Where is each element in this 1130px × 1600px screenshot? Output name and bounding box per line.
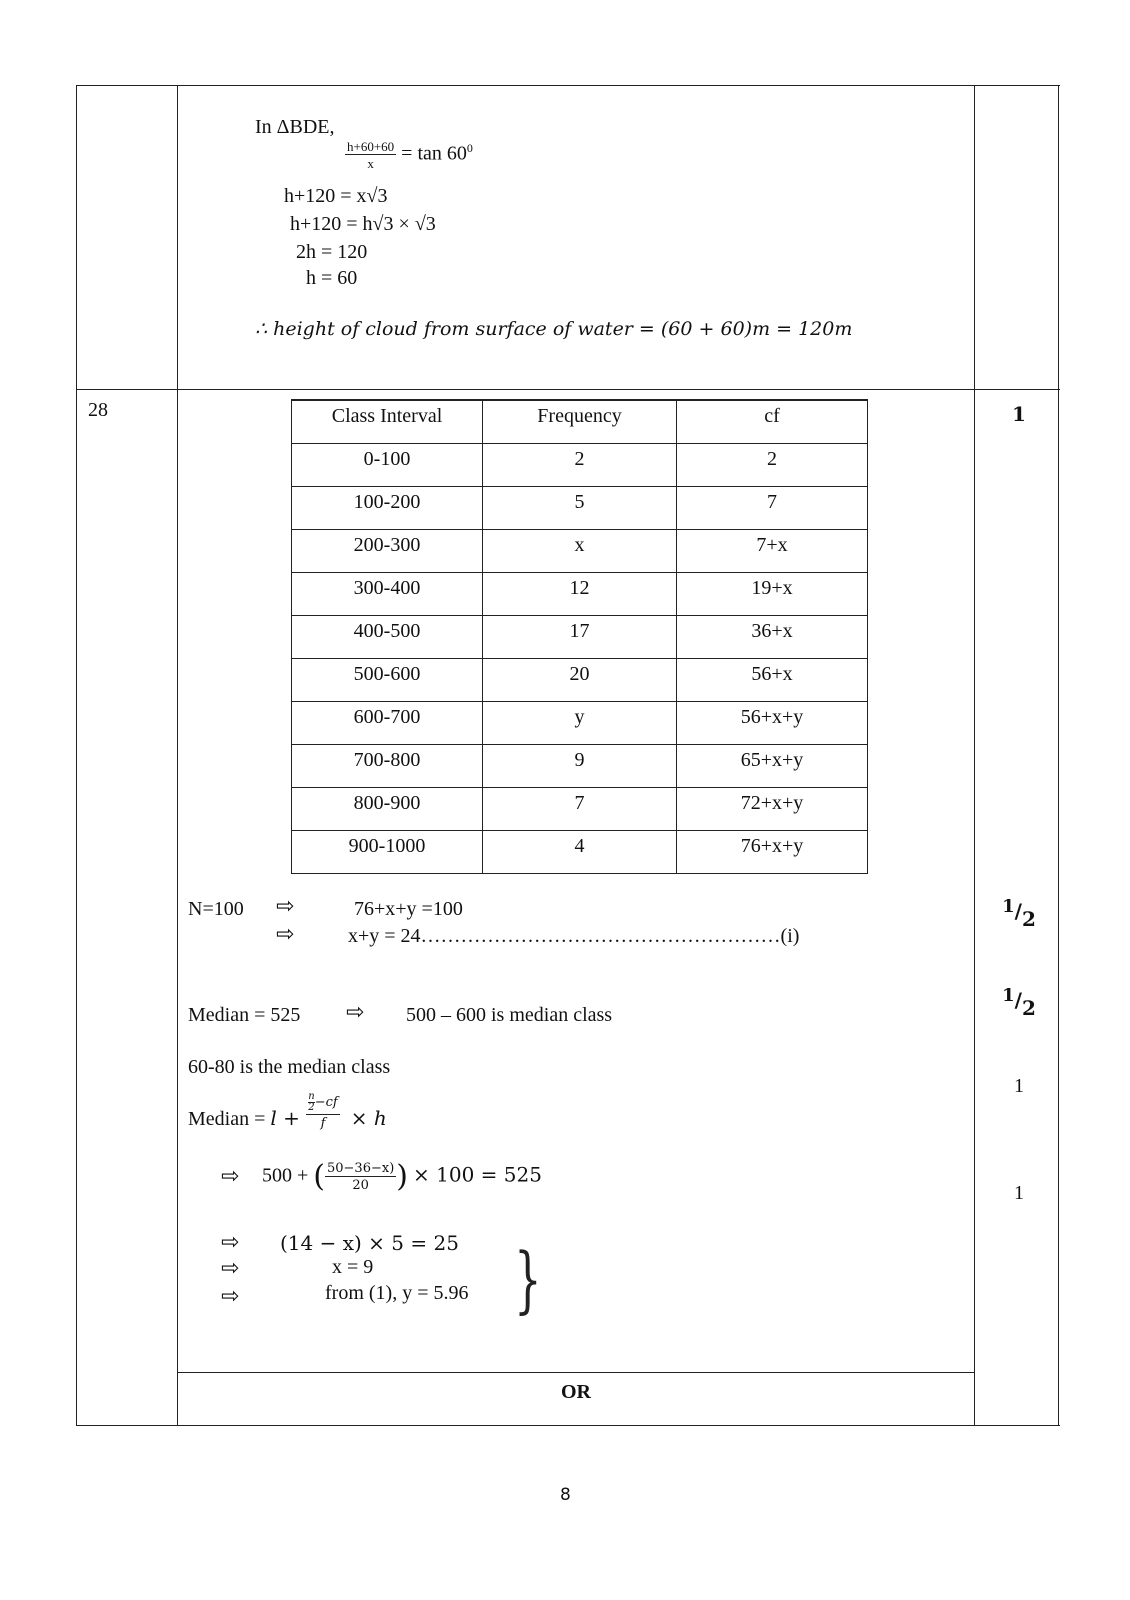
cf-cell: 72+x+y	[677, 788, 868, 831]
final-step-2: x = 9	[332, 1256, 374, 1278]
final-step-1: (14 − x) × 5 = 25	[280, 1231, 459, 1255]
mark-formula: 1	[1014, 1075, 1024, 1097]
median-given: Median = 525	[188, 1004, 301, 1026]
tan-fraction	[345, 140, 396, 170]
frequency-table	[291, 399, 868, 874]
table-row	[292, 487, 868, 530]
triangle-label	[255, 117, 335, 137]
formula-num-rest: −cf	[314, 1095, 338, 1111]
frequency-cell: 7	[483, 788, 677, 831]
tan-fraction-numerator: h+60+60	[347, 139, 395, 154]
frequency-cell: 5	[483, 487, 677, 530]
mark-n: $^1/_2$	[1002, 896, 1036, 931]
implies-arrow-icon: ⇨	[221, 1164, 240, 1189]
table-right-border	[1058, 85, 1059, 1426]
cf-cell: 56+x+y	[677, 702, 868, 745]
class-interval-cell: 900-1000	[292, 831, 483, 874]
table-row	[292, 530, 868, 573]
frequency-cell: x	[483, 530, 677, 573]
substitution-line	[262, 1159, 542, 1194]
step-2: h+120 = h√3 × √3	[290, 213, 436, 235]
cf-cell: 19+x	[677, 573, 868, 616]
median-class-note: 60-80 is the median class	[188, 1056, 391, 1078]
class-interval-cell: 200-300	[292, 530, 483, 573]
n-symbol: n	[308, 1091, 315, 1103]
row-divider	[76, 389, 1060, 390]
or-label: OR	[561, 1381, 591, 1403]
frequency-cell: 9	[483, 745, 677, 788]
n-equation-1: 76+x+y =100	[354, 898, 463, 920]
page-number: 8	[560, 1485, 571, 1505]
tan-fraction-denominator: x	[367, 156, 374, 171]
formula-lhs: Median =	[188, 1108, 271, 1130]
formula-denominator: f	[320, 1116, 326, 1132]
implies-arrow-icon: ⇨	[221, 1230, 240, 1255]
cf-cell: 65+x+y	[677, 745, 868, 788]
substitution-pre: 500 +	[262, 1164, 314, 1187]
header-cf: cf	[677, 400, 868, 444]
class-interval-cell: 700-800	[292, 745, 483, 788]
question-number: 28	[88, 399, 108, 421]
frequency-cell: 4	[483, 831, 677, 874]
implies-arrow-icon: ⇨	[276, 922, 295, 947]
substitution-numerator: 50−36−x)	[327, 1161, 395, 1176]
median-formula	[188, 1091, 387, 1132]
table-row	[292, 659, 868, 702]
table-bottom-border	[76, 1425, 1060, 1426]
height-conclusion: ∴ height of cloud from surface of water = (60 + 60)m = 120m	[255, 318, 853, 340]
table-row	[292, 788, 868, 831]
n-label: N=100	[188, 898, 244, 920]
paren-open: (	[313, 1159, 325, 1194]
class-interval-cell: 100-200	[292, 487, 483, 530]
paren-close: )	[396, 1159, 408, 1194]
implies-arrow-icon: ⇨	[221, 1256, 240, 1281]
class-interval-cell: 600-700	[292, 702, 483, 745]
mark-substitution: 1	[1014, 1182, 1024, 1204]
final-step-3: from (1), y = 5.96	[325, 1282, 469, 1304]
substitution-fraction	[325, 1162, 396, 1192]
column-divider-1	[177, 85, 178, 1426]
table-left-border	[76, 85, 77, 1426]
two-symbol: 2	[308, 1102, 315, 1114]
implies-arrow-icon: ⇨	[221, 1284, 240, 1309]
table-row	[292, 616, 868, 659]
mark-table: 1	[1012, 402, 1026, 426]
mark-median-class: $^1/_2$	[1002, 985, 1036, 1020]
implies-arrow-icon: ⇨	[346, 1000, 365, 1025]
class-interval-cell: 800-900	[292, 788, 483, 831]
formula-tail: × h	[350, 1106, 387, 1130]
frequency-cell: 2	[483, 444, 677, 487]
triangle-label-text: In ΔBDE,	[255, 116, 335, 138]
frequency-cell: 17	[483, 616, 677, 659]
median-class-statement: 500 – 600 is median class	[406, 1004, 613, 1026]
cf-cell: 76+x+y	[677, 831, 868, 874]
formula-fraction	[306, 1092, 339, 1130]
cf-cell: 2	[677, 444, 868, 487]
tan-equation	[345, 140, 473, 170]
cf-cell: 7+x	[677, 530, 868, 573]
class-interval-cell: 500-600	[292, 659, 483, 702]
frequency-cell: 12	[483, 573, 677, 616]
degree-sup: 0	[466, 140, 473, 155]
frequency-cell: y	[483, 702, 677, 745]
substitution-denominator: 20	[352, 1178, 369, 1193]
table-row	[292, 444, 868, 487]
or-divider	[177, 1372, 974, 1373]
table-top-border	[76, 85, 1060, 86]
n-equation-2: x+y = 24………………………………………………(i)	[348, 925, 800, 947]
table-row	[292, 831, 868, 874]
step-4: h = 60	[306, 267, 358, 289]
closing-brace-icon: }	[514, 1237, 542, 1321]
class-interval-cell: 0-100	[292, 444, 483, 487]
implies-arrow-icon: ⇨	[276, 894, 295, 919]
class-interval-cell: 400-500	[292, 616, 483, 659]
column-divider-2	[974, 85, 975, 1426]
cf-cell: 7	[677, 487, 868, 530]
table-row	[292, 702, 868, 745]
tan-rhs: = tan 60	[401, 142, 467, 165]
formula-numerator	[306, 1092, 339, 1115]
table-header-row	[292, 400, 868, 444]
table-row	[292, 745, 868, 788]
step-3: 2h = 120	[296, 241, 368, 263]
cf-cell: 56+x	[677, 659, 868, 702]
table-row	[292, 573, 868, 616]
header-frequency: Frequency	[483, 400, 677, 444]
frequency-cell: 20	[483, 659, 677, 702]
step-1: h+120 = x√3	[284, 185, 388, 207]
formula-l: l +	[270, 1106, 307, 1130]
cf-cell: 36+x	[677, 616, 868, 659]
header-class-interval: Class Interval	[292, 400, 483, 444]
substitution-tail: × 100 = 525	[413, 1162, 542, 1187]
class-interval-cell: 300-400	[292, 573, 483, 616]
